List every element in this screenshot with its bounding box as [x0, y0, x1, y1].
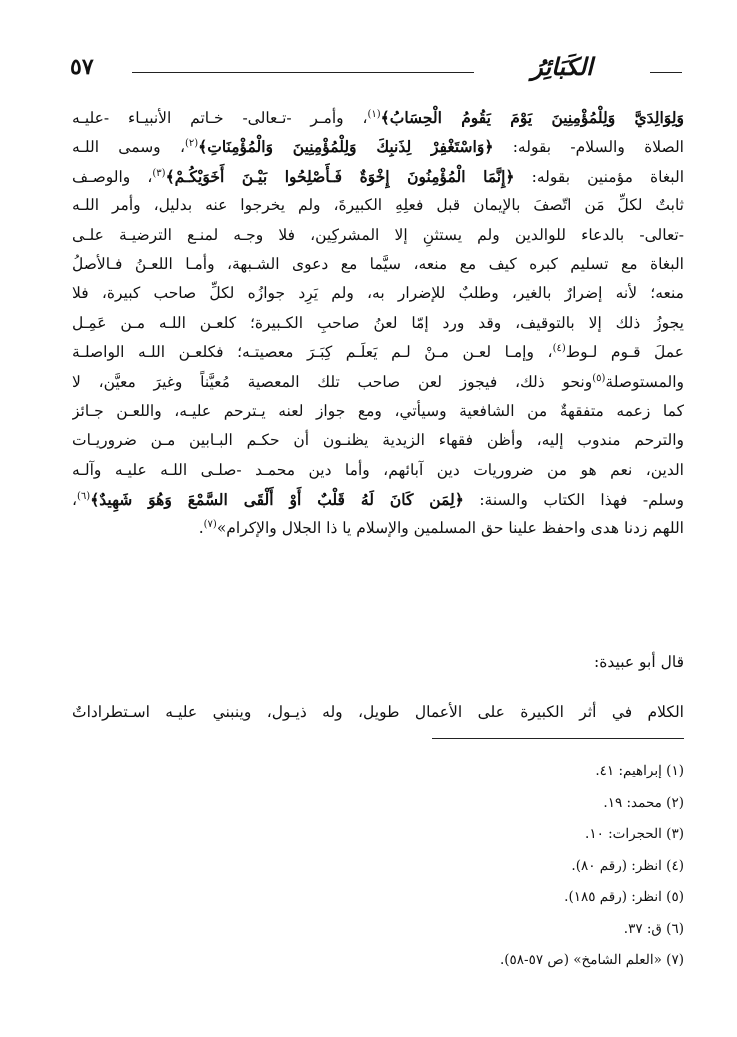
footnote-marker: (٦)	[77, 490, 91, 502]
page-number: ٥٧	[70, 54, 94, 80]
footnote-separator	[432, 738, 684, 739]
footnote-marker: (٧)	[203, 519, 217, 531]
text-segment: عملَ قـوم لـوط	[565, 343, 684, 362]
text-line	[72, 191, 684, 220]
text-line	[72, 309, 684, 338]
text-segment: ، وأمـر -تـعالى- خـاتم الأنبيـاء -عليـه	[72, 109, 368, 127]
footnote-item: (١) إبراهيم: ٤١.	[595, 763, 684, 779]
text-segment: يجوزُ ذلك إلا بالتوقيف، وقد ورد إمّا لعنُ صاحبِ الكـبيرة؛ كلعـن اللـه مـن عَمِـل	[72, 313, 684, 332]
text-segment: اللهم زدنا هدى واحفظ علينا حق المسلمين والإسلام يا ذا الجلال والإكرام»	[216, 519, 684, 538]
text-line	[72, 279, 684, 308]
text-segment: كما زعمه متفقهةٌ من الشافعية وسيأتي، ومع جواز لعنه يـترحم عليـه، واللعـن جـائز	[72, 401, 684, 420]
text-segment: والمستوصلة	[605, 372, 684, 391]
text-segment: منعه؛ لأنه إضرارٌ بالغير، وطلبٌ للإضرار به، ولم يَرِد جوازُه لكلِّ صاحب كبيرة، فلا	[72, 284, 684, 303]
footnotes	[72, 756, 684, 977]
footnote-marker: (١)	[367, 108, 381, 120]
text-line	[72, 514, 684, 543]
text-line	[72, 426, 684, 455]
text-line	[72, 397, 684, 426]
text-line	[72, 485, 684, 514]
footnote-item: (٣) الحجرات: ١٠.	[585, 826, 684, 842]
text-segment: والترحم مندوب إليه، وأظن فقهاء الزيدية يظنـون أن حكـم البـابين مـن ضروريـات	[72, 431, 684, 450]
page-header	[70, 52, 682, 92]
quran-verse: ﴿إِنَّمَا الْمُؤْمِنُونَ إِخْوَةٌ فَـأَصْلِحُوا بَيْـنَ أَخَوَيْكُـمْ﴾	[165, 166, 515, 186]
text-segment: ،	[72, 491, 78, 510]
footnote-item: (٧) «العلم الشامخ» (ص ٥٧-٥٨).	[499, 952, 684, 968]
text-segment: وسلم- فهذا الكتاب والسنة:	[463, 491, 684, 510]
text-segment: ونحو ذلك، فيجوز لعن صاحب تلك المعصية مُعيَّناً وغيرَ معيَّن، لا	[72, 372, 593, 391]
speaker-line: قال أبو عبيدة:	[594, 653, 684, 671]
footnote-item: (٦) ق: ٣٧.	[623, 920, 684, 937]
text-line	[72, 103, 684, 132]
footnote-item: (٥) انظر: (رقم ١٨٥).	[564, 889, 684, 905]
text-segment: -تعالى- بالدعاء للوالدين ولم يستثنِ إلا المشركِين، فلا وجـه لمنـع الترضيـة علـى	[72, 225, 684, 244]
footnote-marker: (٣)	[152, 167, 166, 179]
text-line	[72, 221, 684, 250]
paragraph-2: الكلام في أثر الكبيرة على الأعمال طويل، وله ذيـول، وينبني عليـه اسـتطراداتٌ	[72, 703, 684, 721]
header-rule-short	[650, 72, 682, 73]
text-segment: البغاة مؤمنين بقوله:	[514, 167, 684, 186]
text-line	[72, 162, 684, 191]
quran-verse: وَلِوَالِدَيَّ وَلِلْمُؤْمِنِينَ يَوْمَ يَقُومُ الْحِسَابُ﴾	[380, 108, 684, 127]
footnote-marker: (٤)	[552, 342, 566, 354]
text-segment: .	[198, 519, 204, 538]
text-segment: ثابتٌ لكلِّ مَن اتّصفَ بالإيمان قبل فعلِهِ الكبيرةَ، ولم يخرجوا عنه بدليل، وأمر اللـه	[72, 196, 684, 215]
text-segment: الصلاة والسلام- بقوله:	[493, 138, 684, 157]
text-line	[72, 338, 684, 367]
text-segment: ، وسمى اللـه	[72, 138, 185, 157]
main-text	[72, 103, 684, 544]
running-title: الكَبَائِرُ	[531, 52, 593, 81]
footnote-item: (٤) انظر: (رقم ٨٠).	[571, 857, 684, 874]
text-segment: ، والوصـف	[72, 167, 153, 186]
quran-verse: ﴿لِمَن كَانَ لَهُ قَلْبٌ أَوْ أَلْقَى السَّمْعَ وَهُوَ شَهِيدٌ﴾	[90, 490, 464, 510]
text-segment: الدين، نعم هو من ضروريات دين آبائهم، وأما دين محمـد -صلـى اللـه عليـه وآلـه	[72, 460, 684, 479]
footnote-marker: (٢)	[184, 138, 199, 150]
text-line	[72, 132, 684, 161]
text-segment: البغاة مع تسليم كبره كيف مع منعه، سيَّما مع دعوى الشـبهة، وأمـا اللعـنُ فـالأصلُ	[72, 254, 684, 273]
text-line	[72, 368, 684, 397]
footnote-item: (٢) محمد: ١٩.	[603, 794, 684, 811]
text-segment: ، وإمـا لعـن مـنْ لـم يَعلَـم كِبَـرَ معصيتـه؛ فكلعـن اللـه الواصلـة	[72, 343, 553, 362]
header-rule	[132, 72, 474, 73]
text-line	[72, 456, 684, 485]
footnote-marker: (٥)	[592, 372, 606, 384]
text-line	[72, 250, 684, 279]
quran-verse: ﴿وَاسْتَغْفِرْ لِذَنبِكَ وَلِلْمُؤْمِنِينَ وَالْمُؤْمِنَاتِ﴾	[198, 137, 494, 157]
